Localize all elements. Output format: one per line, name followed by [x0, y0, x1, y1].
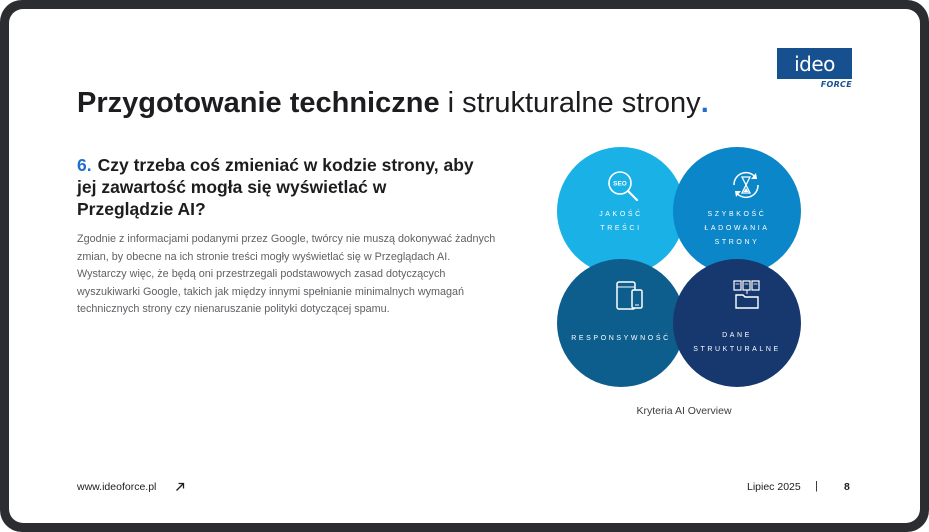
question-text: Czy trzeba coś zmieniać w kodzie strony, aby jej zawartość mogła się wyświetlać w Przeglądzie AI? [77, 155, 474, 219]
circle-label-structured-data [673, 329, 801, 357]
label-line: DANE [722, 332, 752, 339]
circle-label-loading-speed [673, 208, 801, 250]
label-line: RESPONSYWNOŚĆ [571, 335, 671, 342]
circle-label-responsiveness [557, 332, 685, 346]
label-line: TREŚCI [600, 225, 642, 232]
label-line: ŁADOWANIA [704, 225, 770, 232]
seo-magnifier-icon [606, 169, 640, 203]
circle-label-content-quality [557, 208, 685, 236]
diagram-caption: Kryteria AI Overview [636, 405, 732, 417]
hourglass-refresh-icon [729, 168, 763, 202]
logo-subtext: FORCE [820, 80, 852, 89]
logo-box [777, 48, 852, 79]
svg-text:SEO: SEO [613, 180, 627, 188]
label-line: STRUKTURALNE [693, 346, 781, 353]
criteria-diagram [549, 142, 819, 422]
logo-text: ideo [794, 51, 835, 76]
question-number: 6. [77, 155, 92, 175]
footer-date: Lipiec 2025 [747, 481, 801, 493]
page-number: 8 [844, 481, 850, 493]
label-line: JAKOŚĆ [599, 211, 643, 218]
page-title [77, 86, 709, 120]
ideoforce-logo [777, 48, 852, 96]
title-bold: Przygotowanie techniczne [77, 87, 440, 119]
structured-data-folder-icon [730, 278, 764, 312]
slide [9, 9, 920, 523]
arrow-up-right-icon[interactable] [175, 482, 185, 492]
body-paragraph: Zgodnie z informacjami podanymi przez Google, twórcy nie muszą dokonywać żadnych zmian, by obecne na ich stronie treści mogły wyświetlać się w Przeglądach AI. Wystarczy więc, że będą oni przestrzegali podstawowych zasad dotyczących wyszukiwarki Google, takich jak między innymi spełnianie minimalnych wymagań technicznych strony czy nienaruszanie polityki dotyczącej spamu. [77, 233, 496, 316]
footer-separator: | [815, 480, 818, 492]
question-heading [77, 154, 487, 220]
devices-icon [613, 279, 647, 313]
website-link[interactable]: www.ideoforce.pl [77, 481, 157, 493]
label-line: STRONY [714, 239, 760, 246]
title-dot: . [700, 87, 709, 119]
label-line: SZYBKOŚĆ [707, 211, 767, 218]
title-light: i strukturalne strony [439, 87, 701, 119]
